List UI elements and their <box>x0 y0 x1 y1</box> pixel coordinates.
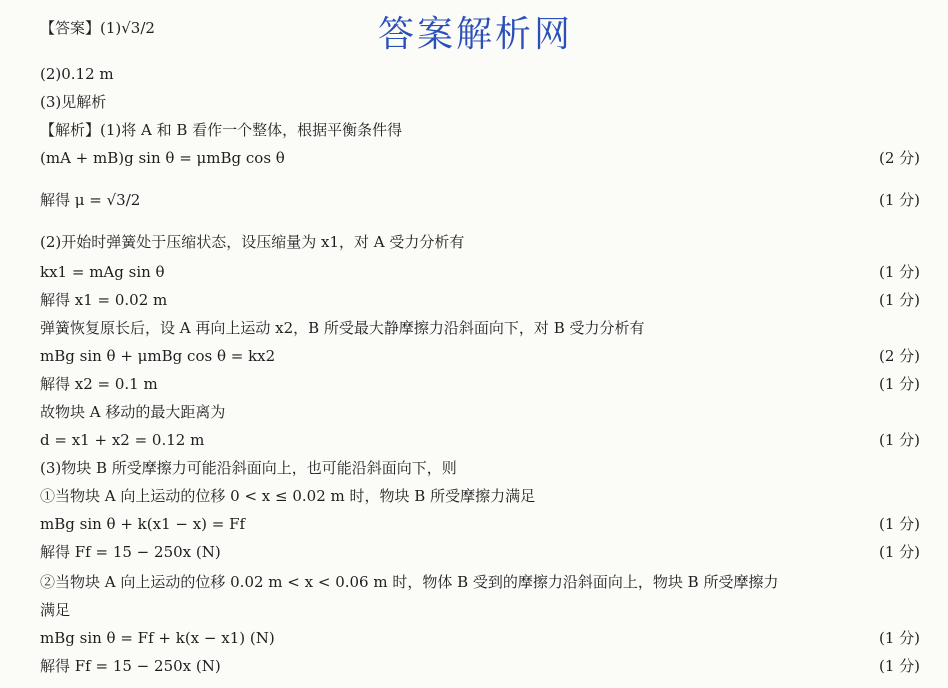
equation-line <box>40 628 920 648</box>
analysis-heading <box>40 120 920 140</box>
case-line-continued <box>40 600 920 620</box>
case-line <box>40 486 920 506</box>
line-text: mBg sin θ = Ff + k(x − x1) (N) <box>40 629 275 647</box>
analysis-line <box>40 402 920 422</box>
line-text: ①当物块 A 向上运动的位移 0 < x ≤ 0.02 m 时，物块 B 所受摩擦力满足 <box>40 487 536 505</box>
equation-line <box>40 148 920 168</box>
solution-line <box>40 542 920 562</box>
score-label: (1 分) <box>878 657 920 675</box>
line-text: mBg sin θ + μmBg cos θ = kx2 <box>40 347 276 365</box>
score-label: (1 分) <box>878 629 920 647</box>
line-text: 解得 x2 = 0.1 m <box>40 375 158 393</box>
score-label: (1 分) <box>878 263 920 281</box>
line-text: 解得 Ff = 15 − 250x (N) <box>40 657 221 675</box>
score-label: (1 分) <box>878 543 920 561</box>
answer-line-3 <box>40 92 920 112</box>
score-label: (1 分) <box>878 515 920 533</box>
case-line <box>40 572 920 592</box>
analysis-line <box>40 458 920 478</box>
line-text: ②当物块 A 向上运动的位移 0.02 m < x < 0.06 m 时，物体 B 受到的摩擦力沿斜面向上，物块 B 所受摩擦力 <box>40 573 779 591</box>
line-text: 故物块 A 移动的最大距离为 <box>40 403 226 421</box>
solution-line <box>40 290 920 310</box>
line-text: 弹簧恢复原长后，设 A 再向上运动 x2，B 所受最大静摩擦力沿斜面向下，对 B 受力分析有 <box>40 319 645 337</box>
score-label: (1 分) <box>878 431 920 449</box>
line-text: (mA + mB)g sin θ = μmBg cos θ <box>40 149 285 167</box>
line-text: d = x1 + x2 = 0.12 m <box>40 431 205 449</box>
line-text: 解得 μ = √3/2 <box>40 191 141 209</box>
line-text: (3)物块 B 所受摩擦力可能沿斜面向上，也可能沿斜面向下，则 <box>40 459 457 477</box>
line-text: kx1 = mAg sin θ <box>40 263 165 281</box>
score-label: (2 分) <box>878 347 920 365</box>
line-text: 【解析】(1)将 A 和 B 看作一个整体，根据平衡条件得 <box>40 121 403 139</box>
score-label: (1 分) <box>878 291 920 309</box>
line-text: (2)0.12 m <box>40 65 114 83</box>
line-text: 【答案】(1)√3/2 <box>40 19 155 37</box>
answer-line-2 <box>40 64 920 84</box>
solution-line <box>40 190 920 210</box>
score-label: (1 分) <box>878 375 920 393</box>
line-text: (3)见解析 <box>40 93 107 111</box>
answer-line-1 <box>40 18 920 38</box>
solution-line <box>40 656 920 676</box>
equation-line <box>40 514 920 534</box>
score-label: (2 分) <box>878 149 920 167</box>
score-label: (1 分) <box>878 191 920 209</box>
equation-line <box>40 262 920 282</box>
line-text: (2)开始时弹簧处于压缩状态，设压缩量为 x1，对 A 受力分析有 <box>40 233 465 251</box>
equation-line <box>40 346 920 366</box>
analysis-line <box>40 318 920 338</box>
line-text: 解得 Ff = 15 − 250x (N) <box>40 543 221 561</box>
line-text: mBg sin θ + k(x1 − x) = Ff <box>40 515 246 533</box>
line-text: 满足 <box>40 601 71 619</box>
analysis-line <box>40 232 920 252</box>
line-text: 解得 x1 = 0.02 m <box>40 291 168 309</box>
equation-line <box>40 430 920 450</box>
watermark-title: 答案解析网 <box>378 14 574 55</box>
solution-line <box>40 374 920 394</box>
